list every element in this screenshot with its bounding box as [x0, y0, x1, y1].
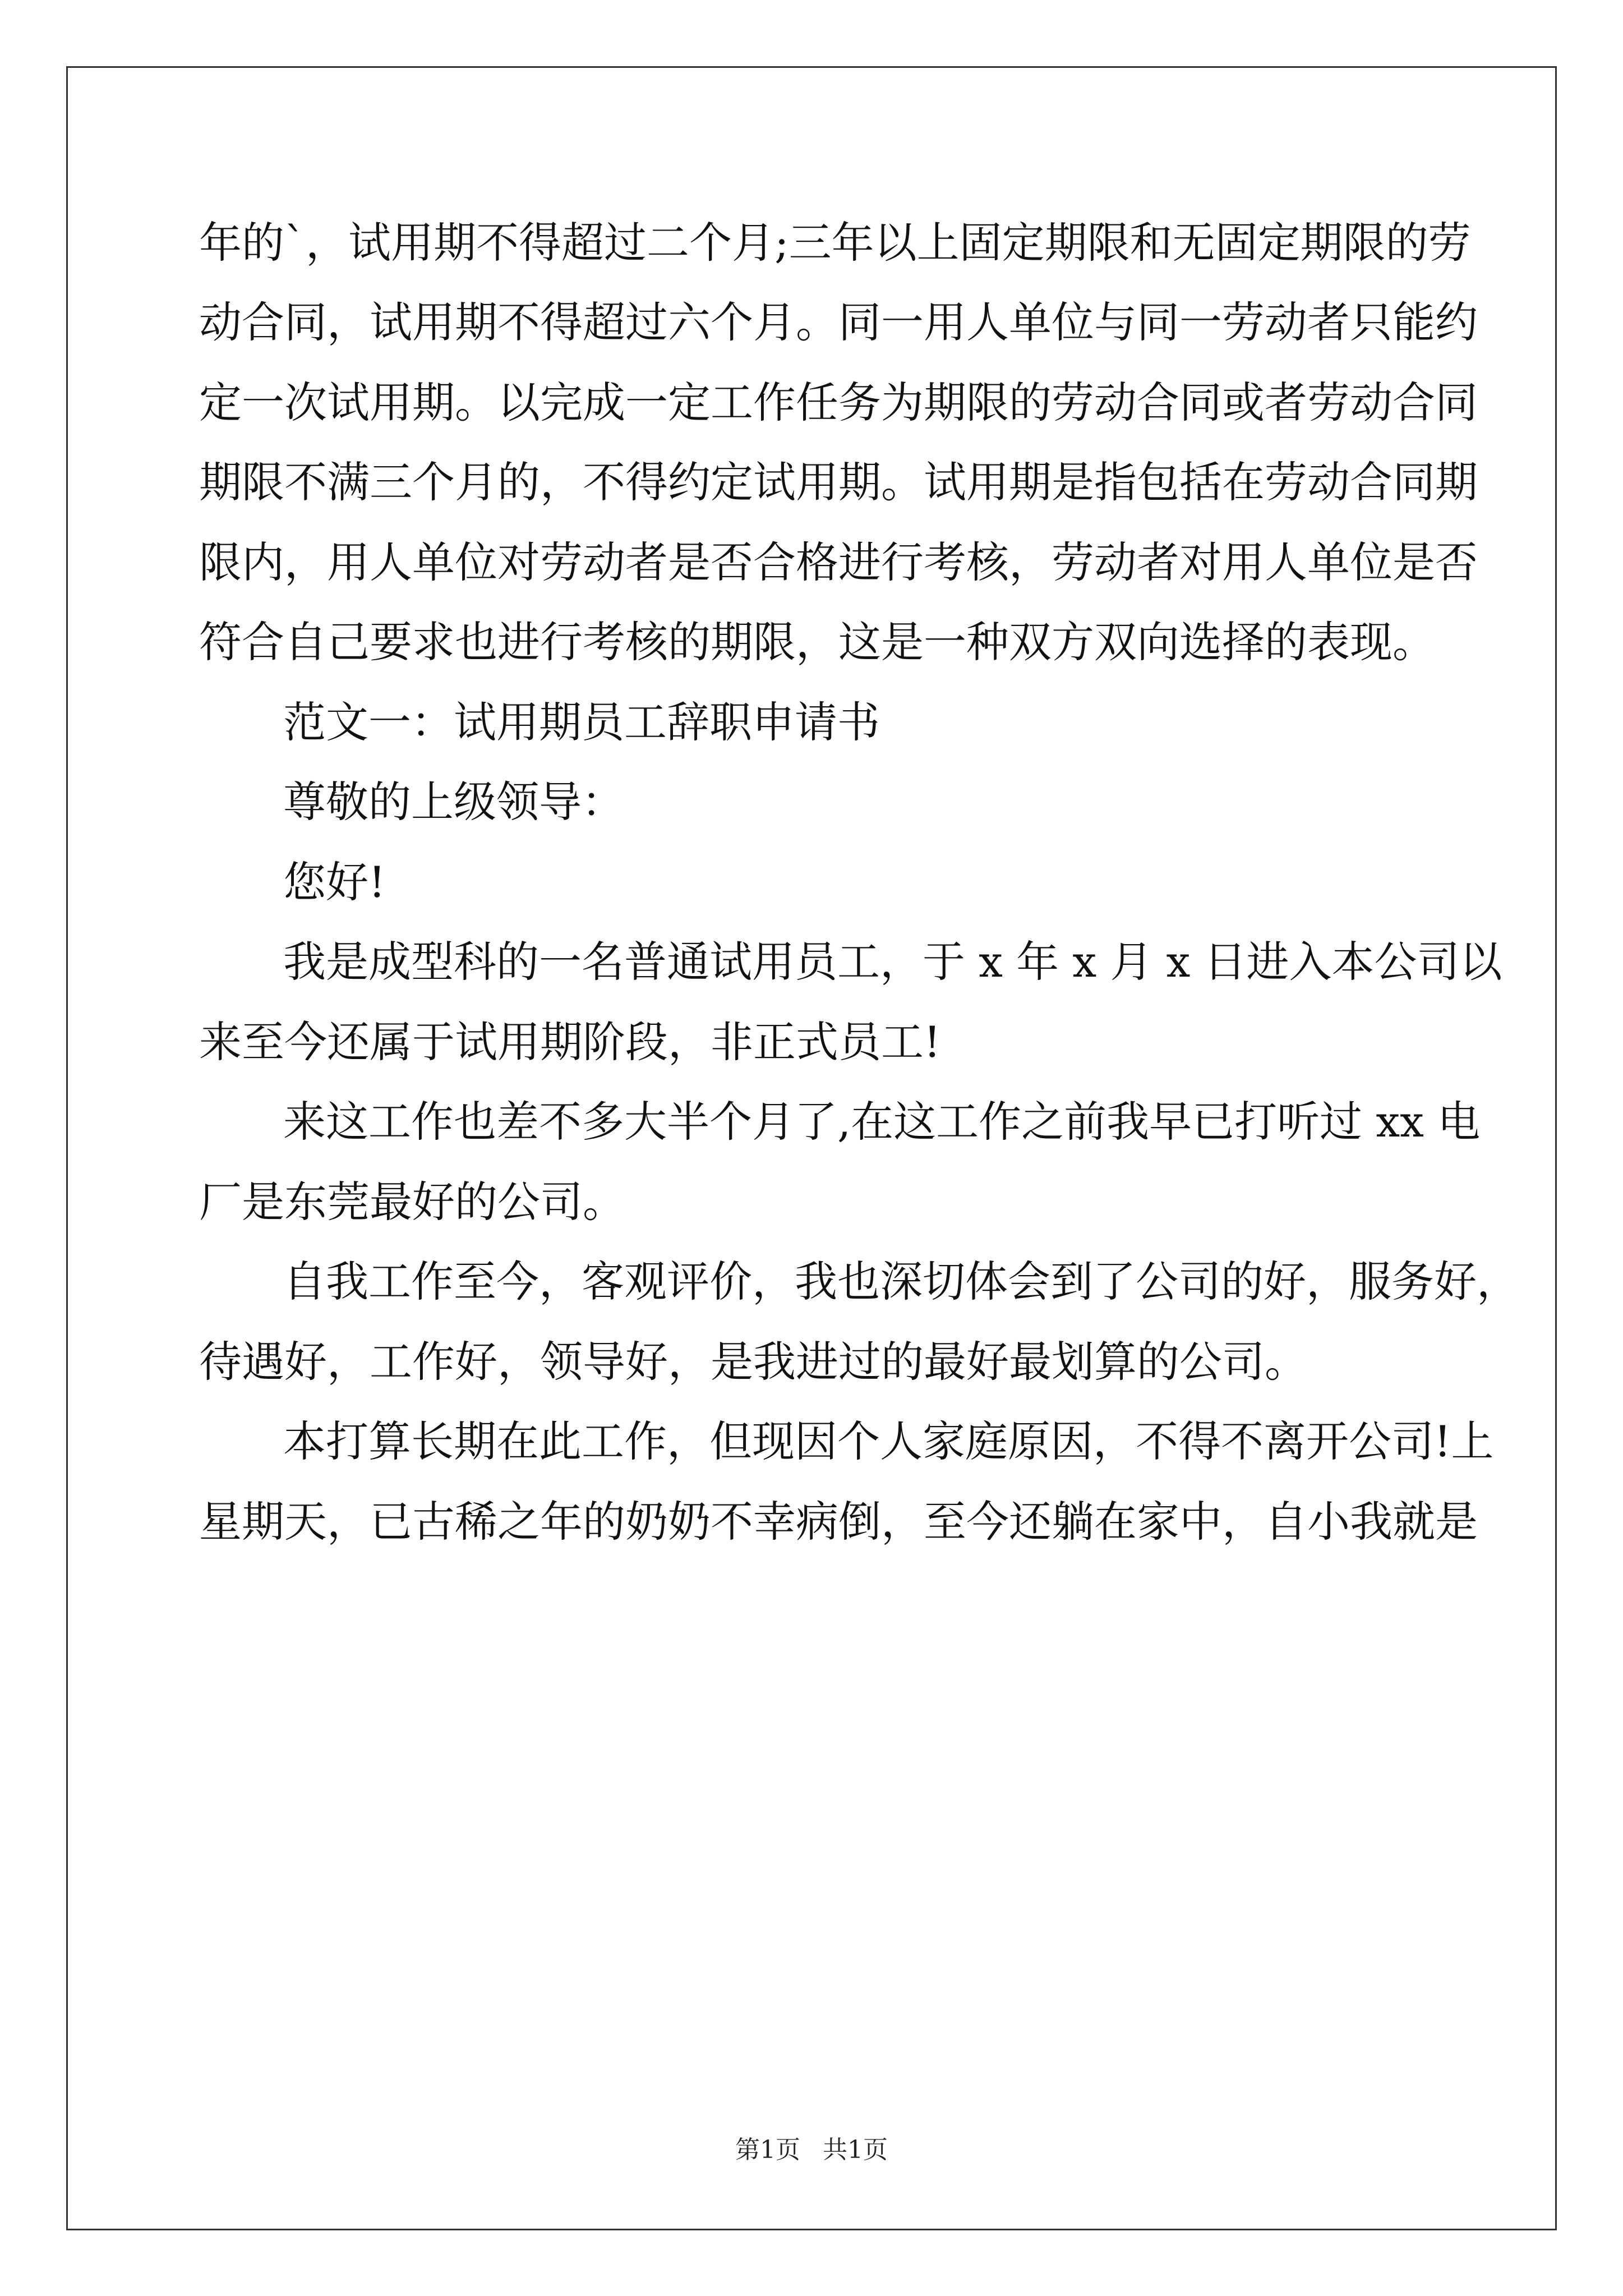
text-line: 来这工作也差不多大半个月了,在这工作之前我早已打听过 xx 电 [283, 1097, 1481, 1147]
page-footer [0, 2129, 1623, 2165]
text-line: 限内，用人单位对劳动者是否合格进行考核，劳动者对用人单位是否 [199, 537, 1478, 587]
text-line: 待遇好，工作好，领导好，是我进过的最好最划算的公司。 [199, 1337, 1307, 1387]
text-line: 期限不满三个月的，不得约定试用期。试用期是指包括在劳动合同期 [199, 457, 1478, 507]
text-line: 厂是东莞最好的公司。 [199, 1177, 625, 1227]
text-line: 自我工作至今，客观评价，我也深切体会到了公司的好，服务好， [283, 1257, 1519, 1306]
text-line: 符合自己要求也进行考核的期限，这是一种双方双向选择的表现。 [199, 617, 1435, 667]
section-title: 范文一：试用期员工辞职申请书 [283, 697, 880, 747]
text-line: 动合同，试用期不得超过六个月。同一用人单位与同一劳动者只能约 [199, 297, 1478, 347]
text-line: 星期天，已古稀之年的奶奶不幸病倒，至今还躺在家中，自小我就是 [199, 1497, 1478, 1547]
text-line: 年的`，试用期不得超过二个月;三年以上固定期限和无固定期限的劳 [199, 218, 1471, 268]
text-line: 我是成型科的一名普通试用员工，于 x 年 x 月 x 日进入本公司以 [283, 937, 1502, 987]
page-total: 共1页 [823, 2136, 888, 2164]
page-number: 第1页 [735, 2136, 800, 2164]
text-line: 来至今还属于试用期阶段，非正式员工! [199, 1017, 941, 1067]
salutation: 尊敬的上级领导： [283, 777, 624, 827]
greeting: 您好! [283, 857, 386, 907]
text-line: 定一次试用期。以完成一定工作任务为期限的劳动合同或者劳动合同 [199, 378, 1478, 427]
text-line: 本打算长期在此工作，但现因个人家庭原因，不得不离开公司!上 [283, 1416, 1494, 1466]
